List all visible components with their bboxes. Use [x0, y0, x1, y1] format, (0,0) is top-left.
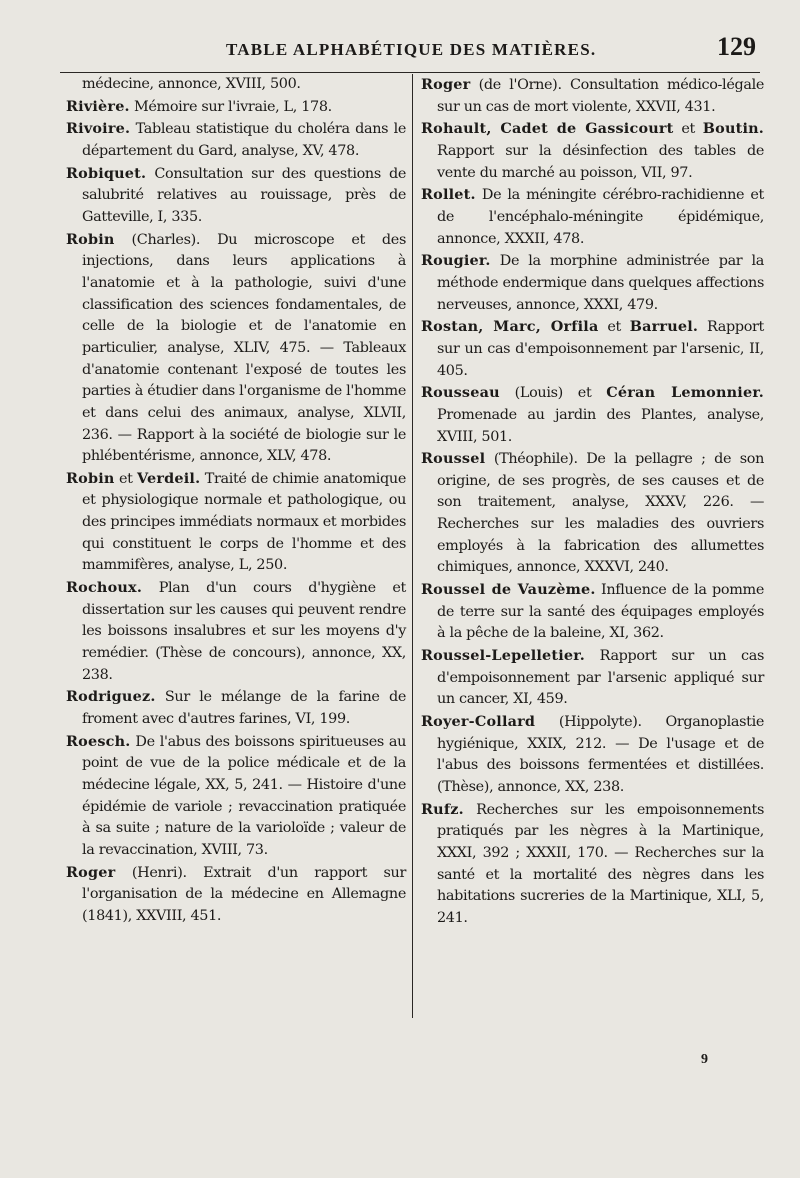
index-entry [421, 250, 764, 316]
index-entry [66, 577, 406, 686]
index-entry [421, 645, 764, 711]
signature-mark: 9 [701, 1052, 708, 1067]
entry-connector: et [114, 470, 137, 487]
index-column-left [66, 74, 406, 928]
page-number: 129 [717, 32, 756, 61]
entry-headword: Rodriguez. [66, 688, 156, 706]
index-entry [66, 96, 406, 119]
index-entry [66, 468, 406, 577]
entry-connector [156, 689, 165, 705]
entry-text: Traité de chimie anatomique et physiologique normale et pathologique, ou des principes immédiats normaux et morbides qui constituent le corps de l'homme et des mammifères, analyse, L, 250. [82, 470, 406, 574]
entry-text: Tableau statistique du choléra dans le département du Gard, analyse, XV, 478. [82, 121, 406, 159]
column-divider [412, 74, 413, 1018]
entry-text: (de l'Orne). Consultation médico-légale sur un cas de mort violente, XXVII, 431. [437, 77, 764, 115]
index-entry [421, 799, 764, 930]
entry-text: Plan d'un cours d'hygiène et dissertation sur les causes qui peuvent rendre les boissons insalubres et sur les moyens d'y remédier. (Thèse de concours), annonce, XX, 238. [82, 580, 406, 683]
entry-headword: Roger [421, 76, 471, 93]
entry-connector [585, 648, 600, 664]
entry-connector [142, 580, 159, 596]
entry-connector [470, 77, 478, 93]
entry-connector [485, 451, 494, 467]
entry-headword: Rostan, Marc, Orfila [421, 318, 599, 336]
entry-headword: Rollet. [421, 186, 476, 204]
entry-text: Influence de la pomme de terre sur la santé des équipages employés à la pêche de la baleine, XI, 362. [437, 582, 764, 642]
entry-text: Consultation sur des questions de salubrité relatives au rouissage, près de Gatteville, I, 335. [82, 165, 406, 225]
entry-headword: Robin [66, 469, 115, 487]
entry-connector [491, 253, 500, 269]
page-header [60, 32, 760, 73]
entry-connector: (Louis) et [499, 385, 607, 402]
entry-headword: Royer-Collard [421, 713, 536, 731]
entry-connector: et [598, 319, 630, 336]
entry-headword: Rohault, Cadet de Gassicourt [421, 120, 674, 138]
entry-connector [535, 714, 559, 730]
entry-text: De la morphine administrée par la méthode endermique dans quelques affections nerveuses, annonce, XXXI, 479. [437, 253, 764, 313]
entry-headword: Roesch. [66, 732, 131, 750]
entry-connector [464, 802, 476, 818]
index-entry [421, 711, 764, 799]
entry-headword: Rousseau [421, 384, 500, 402]
index-entry [421, 316, 764, 382]
index-column-right [421, 74, 764, 930]
entry-headword: Roger [66, 863, 116, 881]
index-entry [421, 382, 764, 448]
entry-headword: Robiquet. [66, 164, 147, 182]
index-entry [421, 579, 764, 645]
entry-text: (Théophile). De la pellagre ; de son origine, de ses progrès, de ses causes et de son traitement, analyse, XXXV, 226. — Recherches sur les maladies des ouvriers employés à la fabrication des allumettes chimiques, annonce, XXXVI, 240. [437, 451, 764, 576]
entry-text: Mémoire sur l'ivraie, L, 178. [134, 98, 332, 115]
entry-text: médecine, annonce, XVIII, 500. [82, 76, 301, 92]
index-entry [66, 229, 406, 468]
index-entry [421, 118, 764, 184]
entry-text: (Charles). Du microscope et des injections, dans leurs applications à l'anatomie et à la pathologie, suivi d'une classification des sciences fondamentales, de celle de la biologie et de l'anatomie en particulier, analyse, XLIV, 475. — Tableaux d'anatomie contenant l'exposé de toutes les parties à étudier dans l'organisme de l'homme et dans celui des animaux, analyse, XLVII, 236. — Rapport à la société de biologie sur le phlébentérisme, annonce, XLV, 478. [82, 231, 406, 465]
index-entry [421, 74, 764, 118]
index-entry [66, 862, 406, 928]
index-entry [66, 118, 406, 162]
entry-connector [115, 865, 132, 881]
entry-text: De l'abus des boissons spiritueuses au point de vue de la police médicale et de la médecine légale, XX, 5, 241. — Histoire d'une épidémie de variole ; revaccination pratiquée à sa suite ; nature de la varioloïde ; valeur de la revaccination, XVIII, 73. [82, 733, 406, 858]
index-entry [421, 448, 764, 579]
entry-headword: Rochoux. [66, 579, 143, 597]
index-entry [66, 731, 406, 862]
entry-headword: Robin [66, 230, 115, 248]
entry-headword: Boutin. [702, 120, 764, 138]
entry-text: Rapport sur un cas d'empoisonnement par l'arsenic appliqué sur un cancer, XI, 459. [437, 648, 764, 708]
index-entry [66, 163, 406, 229]
running-title: TABLE ALPHABÉTIQUE DES MATIÈRES. [226, 40, 597, 59]
entry-headword: Roussel de Vauzème. [421, 581, 596, 599]
entry-text: (Henri). Extrait d'un rapport sur l'organisation de la médecine en Allemagne (1841), XXVIII, 451. [82, 864, 406, 924]
entry-text: Rapport sur la désinfection des tables de vente du marché au poisson, VII, 97. [437, 142, 764, 181]
index-entry [66, 74, 406, 96]
entry-text: Sur le mélange de la farine de froment avec d'autres farines, VI, 199. [82, 689, 406, 728]
entry-headword: Rivoire. [66, 120, 131, 138]
entry-text: (Hippolyte). Organoplastie hygiénique, XXIX, 212. — De l'usage et de l'abus des boissons fermentées et distillées. (Thèse), annonce, XX, 238. [437, 714, 764, 795]
entry-text: Recherches sur les empoisonnements pratiqués par les nègres à la Martinique, XXXI, 392 ; XXXII, 170. — Recherches sur la santé et la mortalité des nègres dans les habitations sucreries de la Martinique, XLI, 5, 241. [437, 801, 764, 926]
entry-connector: et [673, 121, 703, 138]
entry-text: Promenade au jardin des Plantes, analyse, XVIII, 501. [437, 406, 764, 445]
entry-headword: Roussel-Lepelletier. [421, 647, 585, 665]
entry-text: Rapport sur un cas d'empoisonnement par l'arsenic, II, 405. [437, 319, 764, 379]
entry-headword: Barruel. [629, 318, 699, 336]
index-entry [66, 686, 406, 730]
entry-headword: Rufz. [421, 800, 464, 818]
index-entry [421, 184, 764, 250]
entry-text: De la méningite cérébro-rachidienne et de l'encéphalo-méningite épidémique, annonce, XXXII, 478. [437, 187, 764, 247]
entry-headword: Céran Lemonnier. [606, 384, 764, 402]
entry-headword: Rivière. [66, 97, 130, 115]
entry-headword: Verdeil. [136, 469, 201, 487]
entry-headword: Rougier. [421, 252, 491, 270]
entry-connector [115, 232, 132, 248]
entry-headword: Roussel [421, 450, 486, 468]
